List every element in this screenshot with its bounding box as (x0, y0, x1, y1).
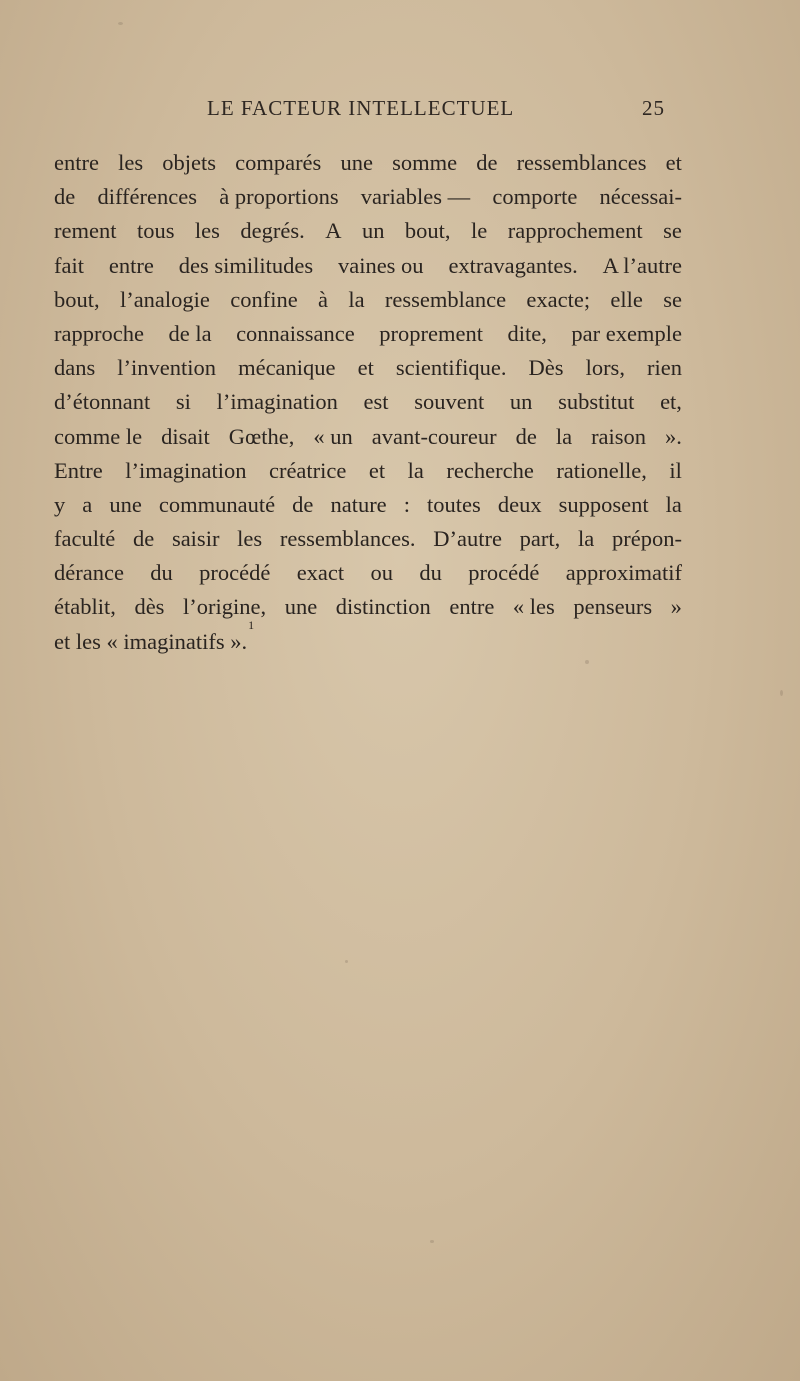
word: prépon- (612, 526, 682, 552)
word: et (368, 457, 386, 483)
word: à proportions (219, 184, 339, 210)
word: ressemblances (516, 150, 647, 175)
word: de (132, 526, 155, 552)
page-number: 25 (642, 96, 665, 120)
word: à (318, 286, 329, 312)
word: ressemblance (384, 286, 507, 312)
word: de la (168, 320, 212, 346)
word: dès (134, 594, 165, 620)
word: les (118, 150, 144, 175)
word: » (670, 594, 682, 620)
word: extravagantes. (448, 252, 578, 278)
word: rapprochement (507, 218, 643, 244)
word: elle (610, 286, 643, 312)
text-line (54, 249, 682, 283)
word: objets (162, 150, 216, 175)
paper-speck (780, 690, 783, 696)
word: si (175, 389, 191, 415)
word: rationelle, (556, 457, 647, 483)
word: : (403, 491, 410, 517)
word: les (194, 218, 220, 244)
word: et (357, 355, 374, 381)
word: établit, (54, 594, 116, 620)
word: se (663, 218, 682, 244)
word: part, (519, 526, 561, 552)
word: A (325, 218, 342, 244)
word: et, (660, 389, 682, 415)
text-line (54, 454, 682, 488)
last-line-text: et les « imaginatifs ». (54, 628, 248, 654)
word: comporte (492, 184, 578, 210)
paper-speck (118, 22, 123, 25)
word: l’invention (117, 355, 217, 381)
word: différences (97, 184, 197, 210)
text-line (54, 420, 682, 454)
word: bout, (404, 218, 451, 244)
word: vaines ou (337, 252, 424, 278)
word: lors, (585, 355, 625, 381)
word: a (82, 491, 93, 517)
word: une (109, 491, 142, 517)
text-line (54, 317, 682, 351)
word: degrés. (240, 218, 305, 244)
word: l’imagination (216, 389, 338, 415)
word: des similitudes (178, 252, 314, 278)
word: rapproche (54, 320, 144, 346)
word: disait (161, 423, 210, 449)
word: un (361, 218, 385, 244)
word: Gœthe, (228, 423, 295, 449)
word: penseurs (573, 594, 653, 620)
word: approximatif (565, 560, 682, 586)
word: D’autre (433, 526, 502, 552)
word: somme (392, 150, 458, 175)
word: est (363, 389, 389, 415)
word: Dès (528, 355, 564, 381)
word: comparés (235, 150, 322, 175)
word: exact (296, 560, 345, 586)
word: nature (330, 491, 387, 517)
text-line (54, 351, 682, 385)
word: rement (54, 218, 117, 244)
paragraph (54, 146, 682, 659)
word: de (292, 491, 314, 517)
word: « les (512, 594, 555, 620)
word: par exemple (571, 320, 682, 346)
word: recherche (446, 457, 534, 483)
word: dite, (507, 320, 547, 346)
text-line (54, 214, 682, 248)
word: A l’autre (602, 252, 682, 278)
footnote-marker[interactable]: 1 (248, 617, 255, 632)
word: dérance (54, 560, 124, 586)
word: la (578, 526, 595, 552)
running-title: LE FACTEUR INTELLECTUEL (207, 96, 515, 120)
word: faculté (54, 526, 116, 552)
word: saisir (171, 526, 220, 552)
word: ressemblances. (279, 526, 416, 552)
word: « un (313, 423, 353, 449)
word: d’étonnant (54, 389, 151, 415)
word: scientifique. (395, 355, 507, 381)
word: du (419, 560, 442, 586)
text-line (54, 180, 682, 214)
word: substitut (558, 389, 635, 415)
word: comme le (54, 423, 143, 449)
text-line (54, 522, 682, 556)
word: avant-coureur (371, 423, 497, 449)
word: variables — (360, 184, 471, 210)
text-line (54, 488, 682, 522)
word: la (665, 491, 682, 517)
word: il (669, 457, 682, 483)
word: connaissance (236, 320, 355, 346)
word: mécanique (238, 355, 336, 381)
word: proprement (379, 320, 483, 346)
word: nécessai- (599, 184, 682, 210)
word: de (54, 184, 76, 210)
text-line-last (54, 617, 682, 659)
word: un (509, 389, 533, 415)
paper-speck (585, 660, 589, 664)
word: distinction (335, 594, 431, 620)
word: y (54, 491, 66, 517)
word: ». (665, 423, 682, 449)
word: la (555, 423, 573, 449)
word: bout, (54, 286, 100, 312)
word: Entre (54, 457, 103, 483)
word: se (663, 286, 682, 312)
paper-speck (430, 1240, 434, 1243)
word: supposent (558, 491, 649, 517)
word: procédé (468, 560, 540, 586)
word: une (284, 594, 318, 620)
text-line (54, 590, 682, 624)
word: tous (136, 218, 175, 244)
word: créatrice (268, 457, 347, 483)
text-line (54, 283, 682, 317)
text-line (54, 556, 682, 590)
word: du (150, 560, 173, 586)
paper-speck (345, 960, 348, 963)
word: dans (54, 355, 96, 381)
word: l’imagination (125, 457, 247, 483)
word: confine (230, 286, 298, 312)
word: rien (646, 355, 682, 381)
text-line (54, 146, 682, 180)
word: ou (370, 560, 393, 586)
word: deux (497, 491, 542, 517)
word: le (471, 218, 488, 244)
word: entre (54, 150, 99, 175)
word: les (237, 526, 263, 552)
word: et (665, 150, 682, 175)
word: la (407, 457, 424, 483)
word: l’origine, (183, 594, 267, 620)
word: procédé (199, 560, 271, 586)
word: communauté (158, 491, 276, 517)
word: exacte; (526, 286, 591, 312)
word: de (476, 150, 498, 175)
word: raison (591, 423, 647, 449)
word: entre (449, 594, 495, 620)
page-header (207, 96, 665, 130)
text-line (54, 385, 682, 419)
word: la (348, 286, 365, 312)
word: toutes (427, 491, 481, 517)
word: l’analogie (119, 286, 210, 312)
word: fait (54, 252, 84, 278)
word: entre (108, 252, 154, 278)
word: une (340, 150, 373, 175)
word: de (515, 423, 537, 449)
word: souvent (414, 389, 485, 415)
